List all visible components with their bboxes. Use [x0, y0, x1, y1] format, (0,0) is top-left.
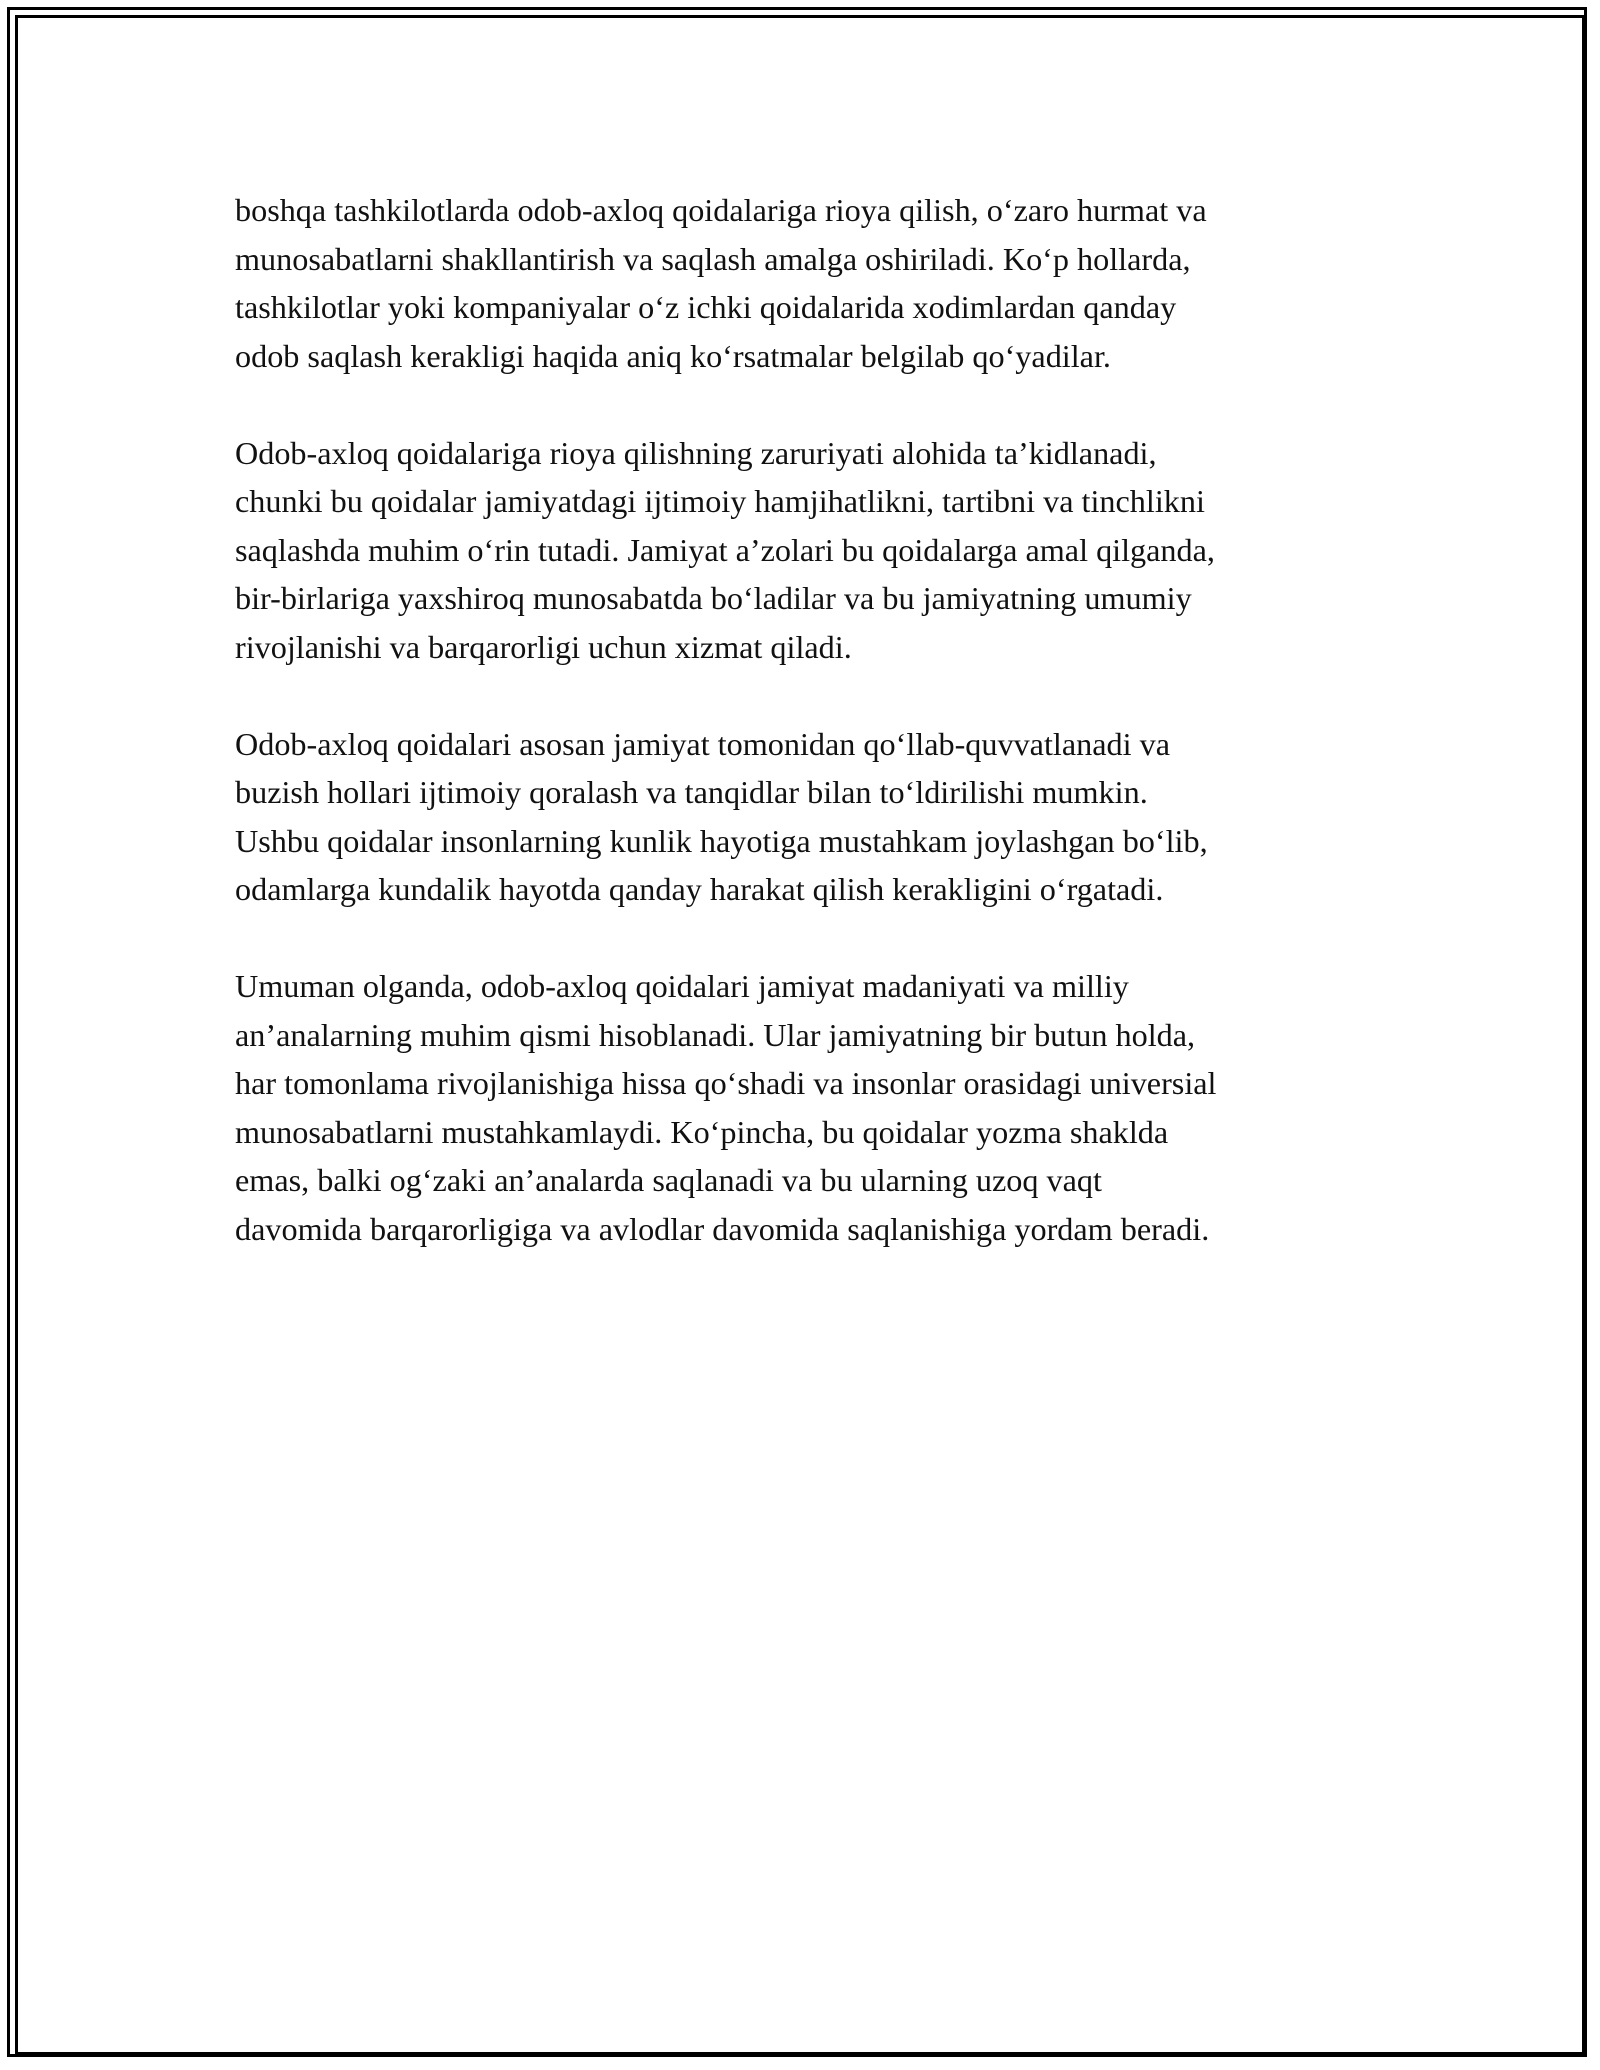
- text-line: Ushbu qoidalar insonlarning kunlik hayotiga mustahkam joylashgan bo‘lib,: [235, 822, 1208, 859]
- text-line: Odob-axloq qoidalariga rioya qilishning zaruriyati alohida ta’kidlanadi,: [235, 434, 1157, 471]
- text-line: tashkilotlar yoki kompaniyalar o‘z ichki qoidalarida xodimlardan qanday: [235, 289, 1177, 325]
- document-body: [235, 186, 1365, 1302]
- paragraph-4: [235, 962, 1365, 1253]
- paragraph-3: [235, 720, 1365, 914]
- text-line: boshqa tashkilotlarda odob-axloq qoidalariga rioya qilish, o‘zaro hurmat va: [235, 192, 1207, 228]
- text-line: buzish hollari ijtimoiy qoralash va tanqidlar bilan to‘ldirilishi mumkin.: [235, 774, 1148, 810]
- text-line: har tomonlama rivojlanishiga hissa qo‘shadi va insonlar orasidagi universial: [235, 1065, 1217, 1101]
- paragraph-2: [235, 429, 1365, 672]
- text-line: chunki bu qoidalar jamiyatdagi ijtimoiy hamjihatlikni, tartibni va tinchlikni: [235, 483, 1205, 519]
- text-line: saqlashda muhim o‘rin tutadi. Jamiyat a’zolari bu qoidalarga amal qilganda,: [235, 531, 1215, 568]
- text-line: odob saqlash kerakligi haqida aniq ko‘rsatmalar belgilab qo‘yadilar.: [235, 337, 1111, 374]
- text-line: davomida barqarorligiga va avlodlar davomida saqlanishiga yordam beradi.: [235, 1210, 1210, 1247]
- text-line: emas, balki og‘zaki an’analarda saqlanadi va bu ularning uzoq vaqt: [235, 1162, 1102, 1198]
- text-line: an’analarning muhim qismi hisoblanadi. Ular jamiyatning bir butun holda,: [235, 1016, 1196, 1053]
- text-line: Umuman olganda, odob-axloq qoidalari jamiyat madaniyati va milliy: [235, 968, 1129, 1004]
- paragraph-1: [235, 186, 1365, 380]
- text-line: Odob-axloq qoidalari asosan jamiyat tomonidan qo‘llab-quvvatlanadi va: [235, 725, 1170, 762]
- text-line: munosabatlarni shakllantirish va saqlash amalga oshiriladi. Ko‘p hollarda,: [235, 240, 1191, 277]
- text-line: munosabatlarni mustahkamlaydi. Ko‘pincha, bu qoidalar yozma shaklda: [235, 1113, 1169, 1150]
- text-line: bir-birlariga yaxshiroq munosabatda bo‘ladilar va bu jamiyatning umumiy: [235, 580, 1192, 616]
- text-line: rivojlanishi va barqarorligi uchun xizmat qiladi.: [235, 628, 852, 665]
- text-line: odamlarga kundalik hayotda qanday harakat qilish kerakligini o‘rgatadi.: [235, 871, 1164, 907]
